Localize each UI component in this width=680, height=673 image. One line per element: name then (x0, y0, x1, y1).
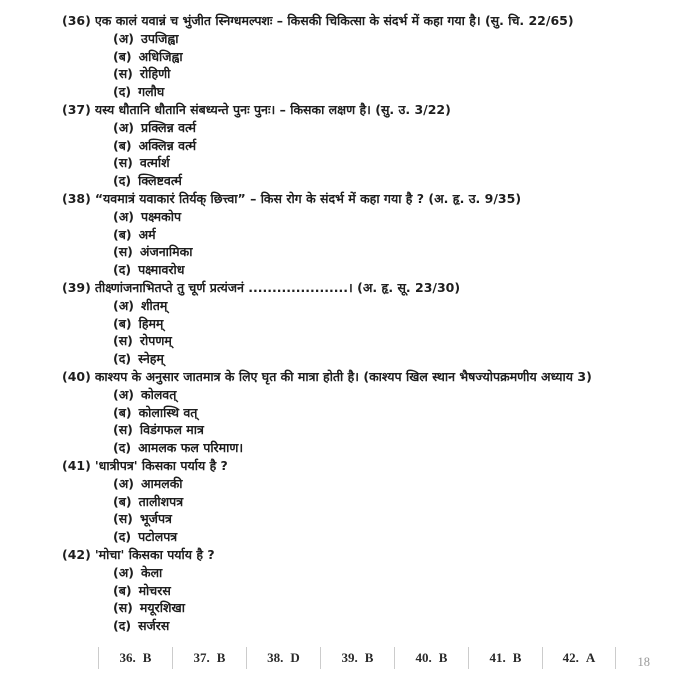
option-label: (ब) (113, 315, 132, 331)
option-label: (अ) (113, 119, 134, 135)
option-row (62, 332, 666, 350)
answer-key-entry-37 (172, 647, 246, 669)
option-row (62, 137, 666, 155)
question-line (62, 279, 666, 297)
question-block-42 (62, 546, 666, 635)
option-row (62, 439, 666, 457)
question-block-39 (62, 279, 666, 368)
option-row (62, 421, 666, 439)
option-row (62, 208, 666, 226)
option-label: (स) (113, 155, 133, 171)
question-line (62, 12, 666, 30)
option-text: अंजनामिका (139, 244, 193, 260)
option-row (62, 475, 666, 493)
answer-question-number: 41. (489, 650, 506, 665)
option-label: (द) (113, 84, 132, 100)
option-row (62, 315, 666, 333)
option-label: (स) (113, 511, 133, 527)
option-row (62, 493, 666, 511)
option-label: (द) (113, 351, 132, 367)
page-number: 18 (637, 655, 650, 669)
option-label: (अ) (113, 475, 134, 491)
option-row (62, 510, 666, 528)
question-block-41 (62, 457, 666, 546)
option-text: भूर्जपत्र (139, 511, 172, 527)
option-row (62, 30, 666, 48)
answer-letter: B (142, 650, 152, 665)
option-text: स्नेहम् (138, 351, 164, 367)
option-text: वर्त्मार्श (139, 155, 170, 171)
option-row (62, 386, 666, 404)
option-label: (अ) (113, 564, 134, 580)
option-label: (द) (113, 173, 132, 189)
option-text: पक्ष्मकोप (140, 208, 182, 224)
question-text: “यवमात्रं यवाकारं तिर्यक् छित्त्वा” – किस रोग के संदर्भ में कहा गया है ? (अ. हृ. उ. 9/35) (94, 190, 522, 206)
option-label: (ब) (113, 582, 132, 598)
question-text: एक कालं यवान्नं च भुंजीत स्निग्धमल्पशः – किसकी चिकित्सा के संदर्भ में कहा गया है। (सु. चि. 22/65) (94, 13, 574, 28)
option-text: रोपणम् (139, 333, 172, 349)
question-block-38 (62, 190, 666, 279)
option-label: (द) (113, 529, 132, 545)
option-row (62, 404, 666, 422)
option-row (62, 582, 666, 600)
question-text: यस्य धौतानि धौतानि संबध्यन्ते पुनः पुनः। – किसका लक्षण है। (सु. उ. 3/22) (94, 101, 451, 117)
answer-letter: B (512, 650, 522, 665)
answer-letter: B (216, 650, 226, 665)
question-number: (38) (62, 190, 91, 206)
option-text: कोलास्थि वत् (138, 404, 198, 420)
option-text: हिमम् (138, 315, 164, 331)
option-row (62, 350, 666, 368)
option-row (62, 172, 666, 190)
option-row (62, 528, 666, 546)
question-list (0, 12, 680, 635)
question-line (62, 368, 666, 386)
question-line (62, 457, 666, 475)
answer-question-number: 36. (119, 650, 136, 665)
option-text: आमलक फल परिमाण। (138, 440, 244, 456)
option-label: (ब) (113, 48, 132, 64)
option-text: अधिजिह्वा (138, 48, 183, 64)
question-number: (36) (62, 13, 91, 28)
option-label: (स) (113, 66, 133, 82)
option-label: (ब) (113, 493, 132, 509)
option-text: प्रक्लिन्न वर्त्म (140, 119, 197, 135)
option-label: (अ) (113, 386, 134, 402)
answer-key-entry-41 (468, 647, 542, 669)
option-text: मयूरशिखा (139, 600, 185, 616)
option-label: (द) (113, 440, 132, 456)
option-label: (स) (113, 244, 133, 260)
question-text: 'मोचा' किसका पर्याय है ? (94, 546, 215, 562)
answer-letter: B (364, 650, 374, 665)
option-text: आमलकी (140, 475, 183, 491)
answer-key-entry-40 (394, 647, 468, 669)
option-row (62, 297, 666, 315)
option-label: (स) (113, 333, 133, 349)
option-label: (स) (113, 422, 133, 438)
question-number: (41) (62, 457, 91, 473)
question-text: 'धात्रीपत्र' किसका पर्याय है ? (94, 457, 228, 473)
option-label: (स) (113, 600, 133, 616)
answer-question-number: 39. (341, 650, 358, 665)
option-row (62, 154, 666, 172)
answer-letter: A (585, 650, 596, 665)
answer-key-entry-36 (98, 647, 172, 669)
option-text: विडंगफल मात्र (139, 422, 204, 438)
option-text: क्लिष्टवर्त्म (138, 173, 182, 189)
option-text: कोलवत् (140, 386, 177, 402)
option-row (62, 83, 666, 101)
option-text: अक्लिन्न वर्त्म (138, 137, 197, 153)
question-number: (40) (62, 368, 91, 384)
option-text: पटोलपत्र (138, 529, 178, 545)
option-row (62, 243, 666, 261)
answer-letter: D (290, 650, 300, 665)
answer-question-number: 38. (267, 650, 284, 665)
option-text: पक्ष्मावरोध (138, 262, 185, 278)
option-label: (अ) (113, 208, 134, 224)
question-number: (37) (62, 101, 91, 117)
option-label: (ब) (113, 226, 132, 242)
option-row (62, 599, 666, 617)
option-row (62, 261, 666, 279)
option-label: (द) (113, 262, 132, 278)
answer-key-entry-39 (320, 647, 394, 669)
answer-letter: B (438, 650, 448, 665)
option-label: (अ) (113, 30, 134, 46)
option-label: (ब) (113, 137, 132, 153)
answer-question-number: 37. (193, 650, 210, 665)
option-text: केला (140, 564, 163, 580)
option-text: रोहिणी (139, 66, 171, 82)
answer-key-entry-38 (246, 647, 320, 669)
question-text: तीक्ष्णांजनाभितप्ते तु चूर्ण प्रत्यंजनं .....................। (अ. हृ. सू. 23/30) (94, 279, 461, 295)
option-text: मोचरस (138, 582, 171, 598)
question-block-37 (62, 101, 666, 190)
option-text: गलौघ (138, 84, 165, 100)
option-text: तालीशपत्र (138, 493, 184, 509)
question-line (62, 101, 666, 119)
option-row (62, 65, 666, 83)
answer-key-strip (98, 647, 616, 669)
question-block-40 (62, 368, 666, 457)
answer-key-entry-42 (542, 647, 616, 669)
option-text: शीतम् (140, 297, 168, 313)
question-line (62, 546, 666, 564)
option-row (62, 48, 666, 66)
option-row (62, 119, 666, 137)
option-row (62, 617, 666, 635)
option-label: (ब) (113, 404, 132, 420)
option-text: अर्म (138, 226, 156, 242)
answer-question-number: 40. (415, 650, 432, 665)
question-block-36 (62, 12, 666, 101)
option-row (62, 226, 666, 244)
option-row (62, 564, 666, 582)
option-label: (अ) (113, 297, 134, 313)
option-text: उपजिह्वा (140, 30, 179, 46)
question-number: (39) (62, 279, 91, 295)
question-text: काश्यप के अनुसार जातमात्र के लिए घृत की मात्रा होती है। (काश्यप खिल स्थान भैषज्योपक्रमणीय अध्याय 3) (94, 368, 592, 384)
question-number: (42) (62, 546, 91, 562)
answer-question-number: 42. (562, 650, 579, 665)
question-line (62, 190, 666, 208)
option-label: (द) (113, 618, 132, 634)
option-text: सर्जरस (138, 618, 170, 634)
